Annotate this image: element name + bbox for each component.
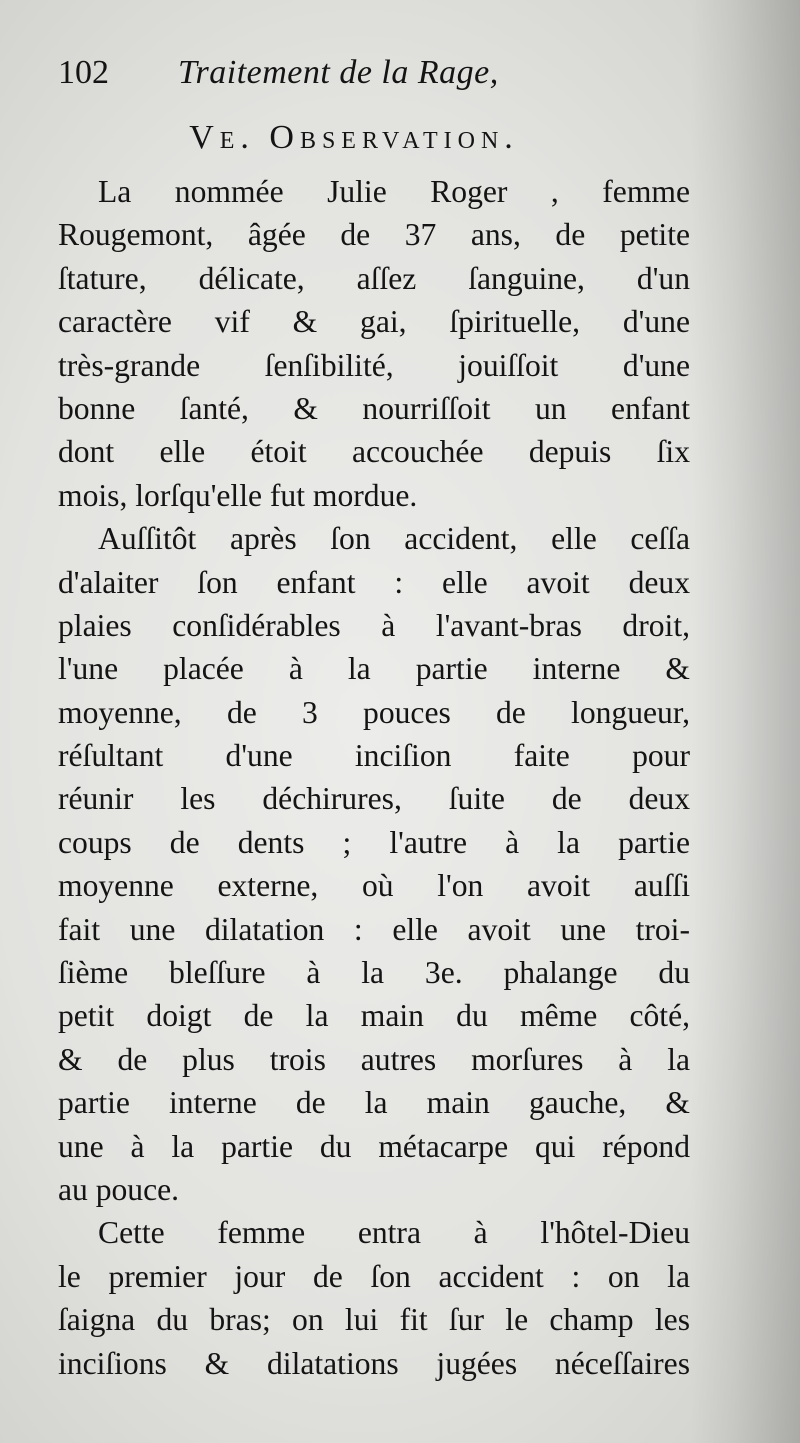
- text-line: l'une placée à la partie interne &: [58, 651, 690, 687]
- text-line: bonne ſanté, & nourriſſoit un enfant: [58, 390, 690, 426]
- text-line: ſaigna du bras; on lui fit ſur le champ les: [58, 1302, 690, 1338]
- text-line: au pouce.: [58, 1171, 180, 1207]
- text-line: moyenne, de 3 pouces de longueur,: [58, 694, 690, 730]
- page-number: 102: [58, 54, 109, 91]
- text-line: réunir les déchirures, ſuite de deux: [58, 781, 690, 817]
- paragraph-3: [58, 1211, 690, 1385]
- paragraph-2: [58, 517, 690, 1211]
- text-line: inciſions & dilatations jugées néceſſaires: [58, 1345, 690, 1381]
- text-line: partie interne de la main gauche, &: [58, 1085, 690, 1121]
- text-line: fait une dilatation : elle avoit une troi-: [58, 911, 690, 947]
- text-line: Cette femme entra à l'hôtel-Dieu: [98, 1215, 690, 1251]
- text-line: Rougemont, âgée de 37 ans, de petite: [58, 217, 690, 253]
- section-heading: Ve. Observation.: [189, 119, 519, 156]
- text-line: coups de dents ; l'autre à la partie: [58, 824, 690, 860]
- text-line: ſième bleſſure à la 3e. phalange du: [58, 955, 690, 991]
- text-line: & de plus trois autres morſures à la: [58, 1041, 690, 1077]
- text-line: La nommée Julie Roger , femme: [98, 174, 690, 209]
- text-line: d'alaiter ſon enfant : elle avoit deux: [58, 564, 690, 600]
- text-line: dont elle étoit accouchée depuis ſix: [58, 434, 690, 470]
- text-line: petit doigt de la main du même côté,: [58, 998, 690, 1034]
- text-line: mois, lorſqu'elle fut mordue.: [58, 477, 418, 513]
- text-line: plaies conſidérables à l'avant-bras droit,: [58, 607, 690, 643]
- text-line: moyenne externe, où l'on avoit auſſi: [58, 868, 690, 904]
- text-line: Auſſitôt après ſon accident, elle ceſſa: [98, 521, 690, 557]
- text-line: très-grande ſenſibilité, jouiſſoit d'une: [58, 347, 690, 383]
- text-line: caractère vif & gai, ſpirituelle, d'une: [58, 304, 690, 340]
- paragraph-1: [58, 170, 690, 517]
- text-line: réſultant d'une inciſion faite pour: [58, 738, 690, 774]
- text-line: le premier jour de ſon accident : on la: [58, 1258, 690, 1294]
- text-line: ſtature, délicate, aſſez ſanguine, d'un: [58, 260, 690, 296]
- running-title: Traitement de la Rage,: [178, 54, 499, 91]
- running-head: [58, 40, 690, 106]
- page-edge-shadow: [690, 0, 800, 1443]
- text-line: une à la partie du métacarpe qui répond: [58, 1128, 690, 1164]
